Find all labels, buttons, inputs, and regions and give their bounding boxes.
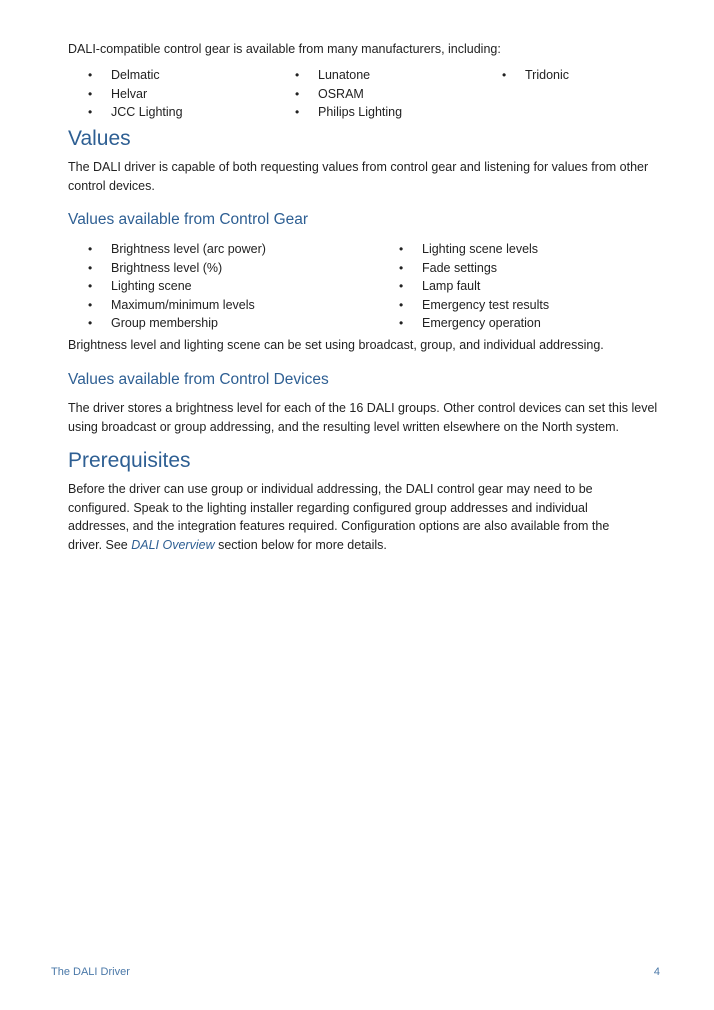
values-text: The DALI driver is capable of both requesting values from control gear and listening for values from other control devices. <box>68 160 649 193</box>
gear-list-col1 <box>68 240 266 333</box>
intro-text: DALI-compatible control gear is available from many manufacturers, including: <box>68 42 501 56</box>
prereq-text-end: section below for more details. <box>214 537 387 552</box>
list-item: • Lighting scene levels <box>379 240 549 259</box>
list-item: • JCC Lighting <box>68 103 183 122</box>
page-number: 4 <box>653 966 660 978</box>
values-heading: Values <box>68 127 131 150</box>
prereq-heading: Prerequisites <box>68 449 191 472</box>
list-item: • Brightness level (%) <box>68 259 266 278</box>
list-item: • Helvar <box>68 85 183 104</box>
dali-overview-link[interactable]: DALI Overview <box>131 537 215 552</box>
prereq-text-start: Before the driver can use group or individual addressing, the DALI control gear may need to be configured. Speak to the lighting installer regarding configured group addresses and individual addresses, and the integration features required. Configuration options are also available from the driver. See <box>68 482 610 552</box>
list-item: • Emergency operation <box>379 314 549 333</box>
manufacturer-list-col2 <box>275 66 402 122</box>
devices-text: The driver stores a brightness level for each of the 16 DALI groups. Other control devices can set this level using broadcast or group addressing, and the resulting level written elsewhere on the North system. <box>68 401 658 434</box>
list-item: • Emergency test results <box>379 296 549 315</box>
list-item: • Maximum/minimum levels <box>68 296 266 315</box>
gear-note: Brightness level and lighting scene can be set using broadcast, group, and individual addressing. <box>68 338 604 352</box>
list-item: • Brightness level (arc power) <box>68 240 266 259</box>
prereq-text <box>68 480 628 554</box>
manufacturer-list-col3 <box>482 66 569 85</box>
list-item: • OSRAM <box>275 85 402 104</box>
list-item: • Lighting scene <box>68 277 266 296</box>
list-item: • Lamp fault <box>379 277 549 296</box>
list-item: • Fade settings <box>379 259 549 278</box>
manufacturer-list-col1 <box>68 66 183 122</box>
list-item: • Lunatone <box>275 66 402 85</box>
devices-heading: Values available from Control Devices <box>68 371 329 388</box>
list-item: • Tridonic <box>482 66 569 85</box>
gear-heading: Values available from Control Gear <box>68 211 309 228</box>
footer-title: The DALI Driver <box>51 966 130 978</box>
list-item: • Group membership <box>68 314 266 333</box>
list-item: • Delmatic <box>68 66 183 85</box>
gear-list-col2 <box>379 240 549 333</box>
list-item: • Philips Lighting <box>275 103 402 122</box>
